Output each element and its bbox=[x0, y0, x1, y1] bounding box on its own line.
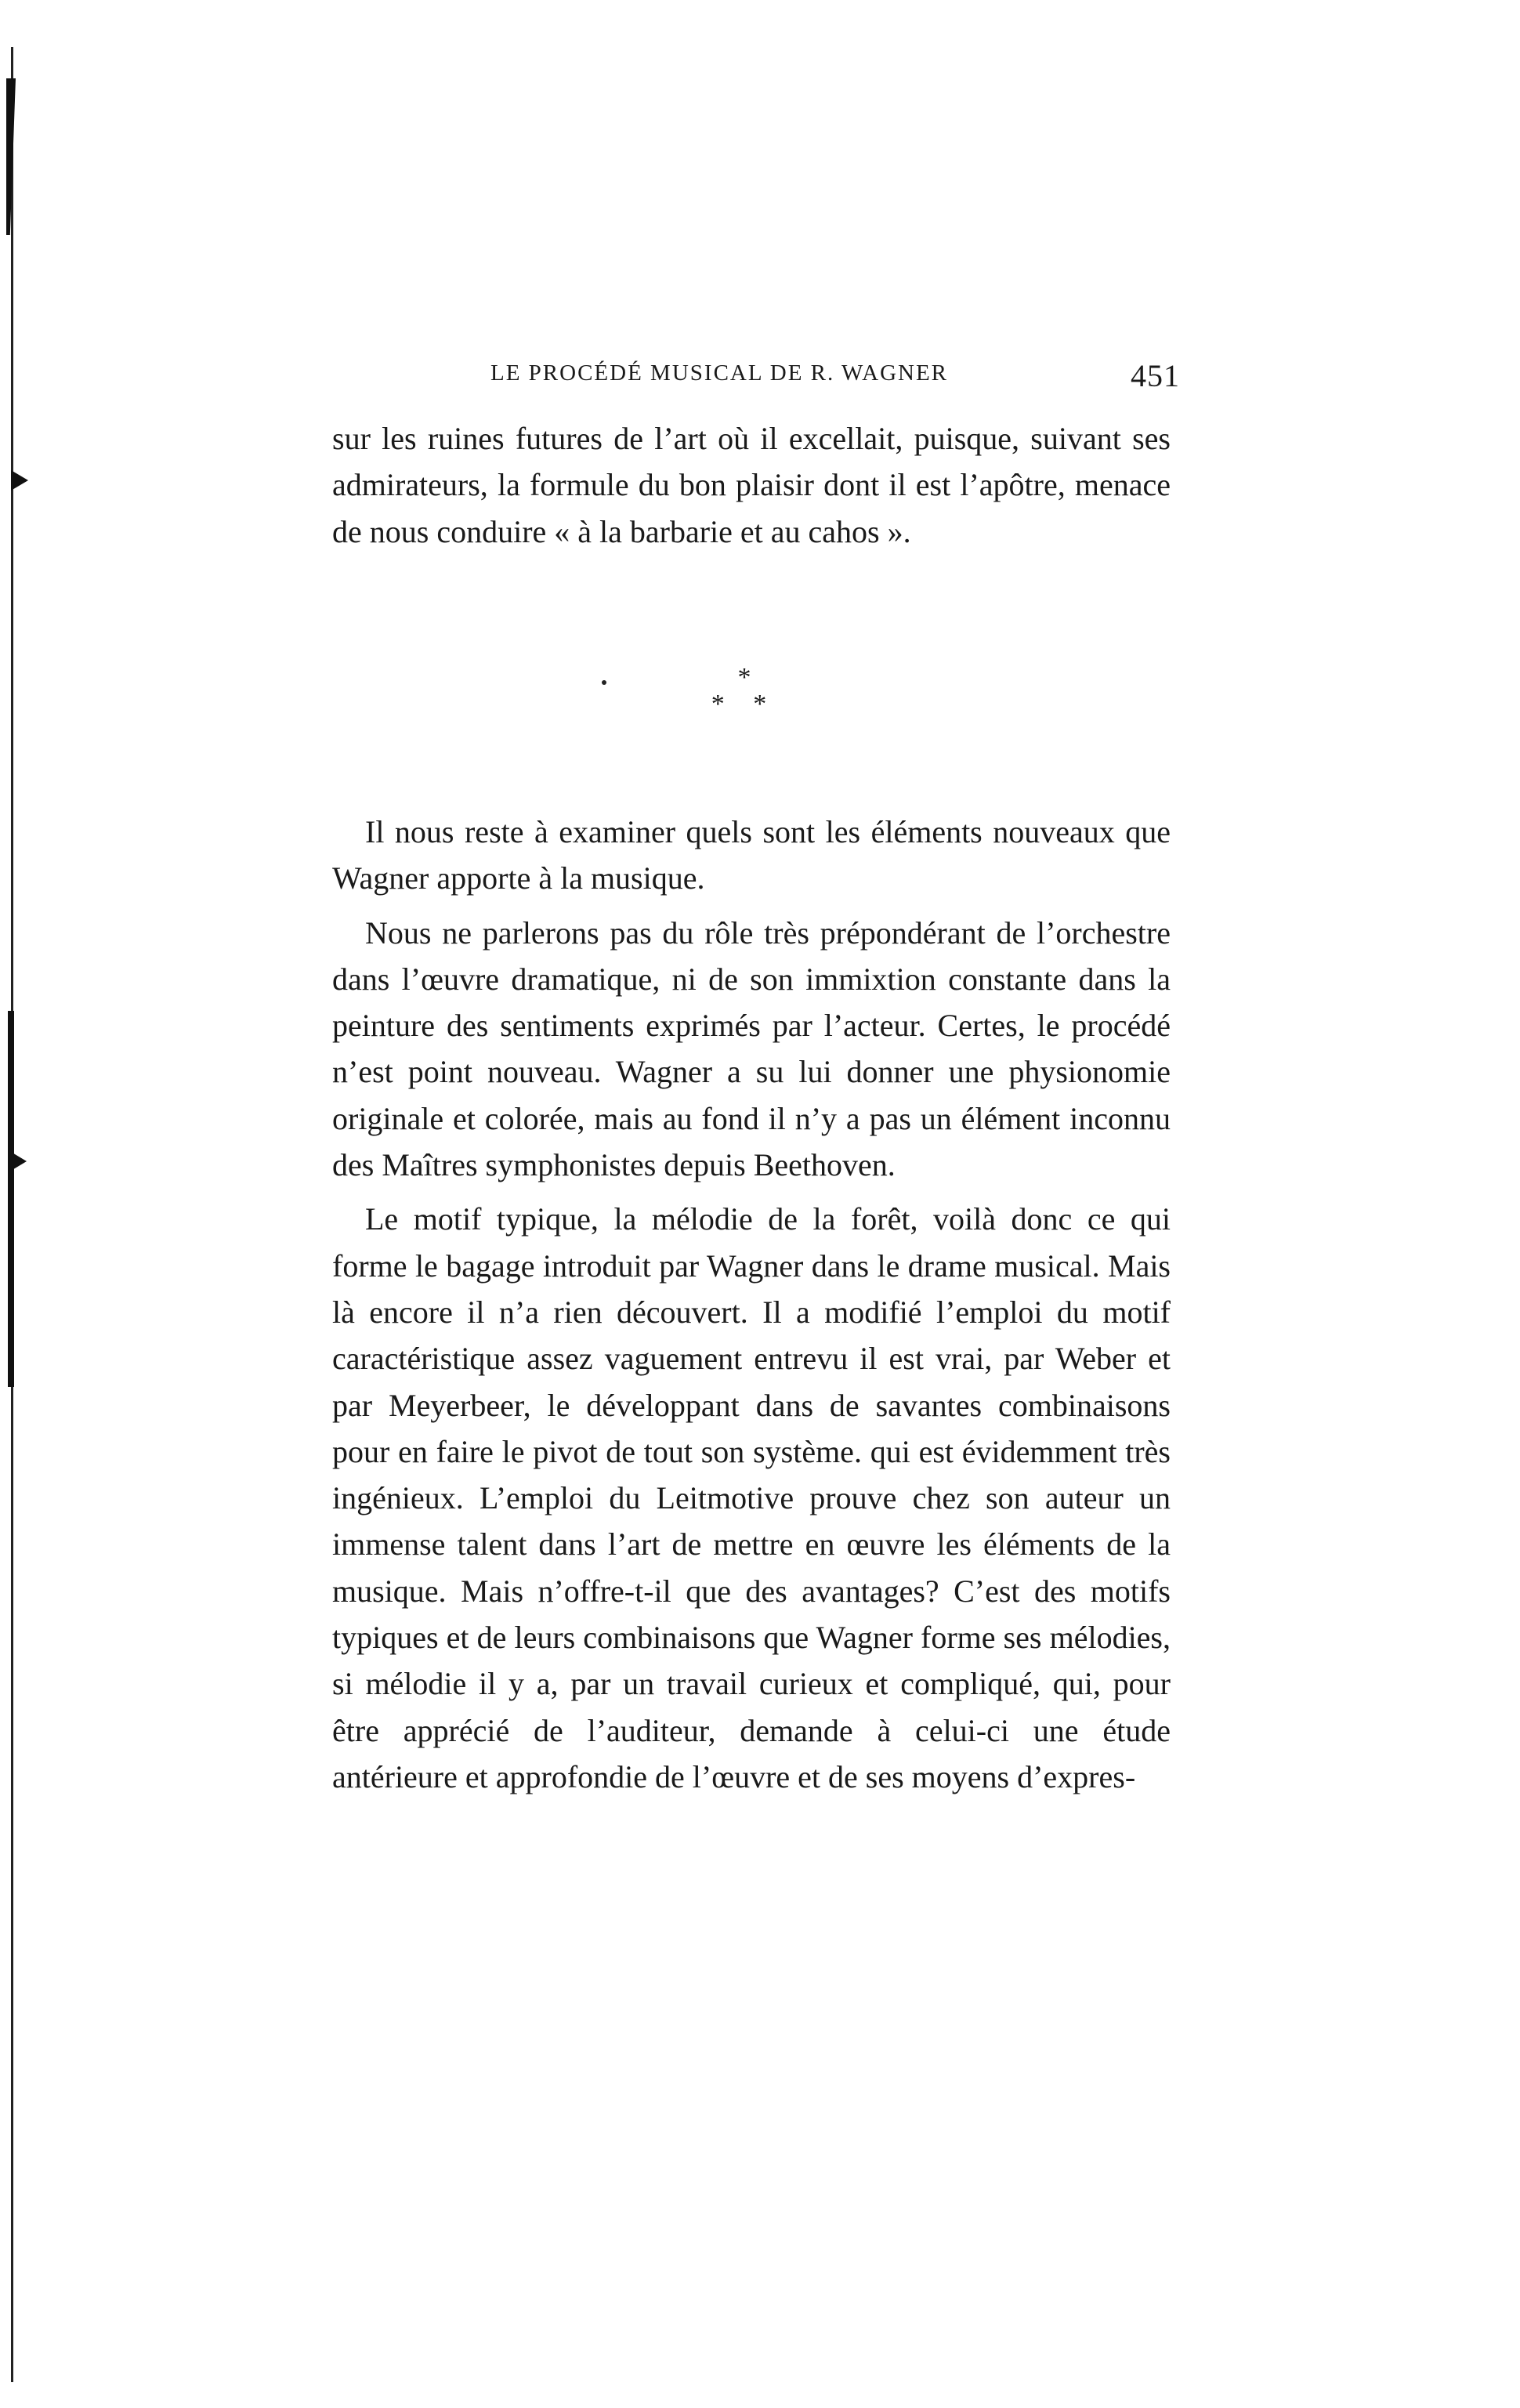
section-break-asterism bbox=[689, 664, 799, 735]
paragraph: Le motif typique, la mélodie de la forêt, voilà donc ce qui forme le bagage introduit par Wagner dans le drame musical. Mais là encore il n’a rien découvert. Il a modifié l’emploi du motif caractéristique assez vaguement entrevu il est vrai, par Weber et par Meyerbeer, le développant dans de savantes combinaisons pour en faire le pivot de tout son système. qui est évidemment très ingénieux. L’emploi du Leitmotive prouve chez son auteur un immense talent dans l’art de mettre en œuvre les éléments de la musique. Mais n’offre-t-il que des avantages? C’est des motifs typiques et de leurs combinaisons que Wagner forme ses mélodies, si mélodie il y a, par un travail curieux et compliqué, qui, pour être apprécié de l’auditeur, demande à celui-ci une étude antérieure et approfondie de l’œuvre et de ses moyens d’expres- bbox=[332, 1201, 1171, 1794]
ink-speck bbox=[602, 680, 606, 685]
running-header bbox=[490, 357, 1180, 397]
paragraph: Il nous reste à examiner quels sont les éléments nouveaux que Wagner apporte à la musique. bbox=[332, 814, 1171, 896]
text-block-top bbox=[332, 415, 1171, 555]
text-block-main bbox=[332, 809, 1171, 1808]
paragraph: sur les ruines futures de l’art où il excellait, puisque, suivant ses admirateurs, la formule du bon plaisir dont il est l’apôtre, menace de nous conduire « à la barbarie et au cahos ». bbox=[332, 421, 1171, 549]
running-title: LE PROCÉDÉ MUSICAL DE R. WAGNER bbox=[490, 360, 949, 386]
asterism-bottom: * * bbox=[711, 690, 778, 719]
scan-edge-mark bbox=[8, 1011, 14, 1387]
asterism-top: * bbox=[737, 663, 751, 692]
paragraph: Nous ne parlerons pas du rôle très prépondérant de l’orchestre dans l’œuvre dramatique, ni de son immixtion constante dans la peinture des sentiments exprimés par l’acteur. Certes, le procédé n’est point nouveau. Wagner a su lui donner une physionomie originale et colorée, mais au fond il n’y a pas un élément inconnu des Maîtres symphonistes depuis Beethoven. bbox=[332, 914, 1171, 1183]
page-number: 451 bbox=[1131, 358, 1180, 393]
scan-edge-tick bbox=[11, 470, 28, 491]
